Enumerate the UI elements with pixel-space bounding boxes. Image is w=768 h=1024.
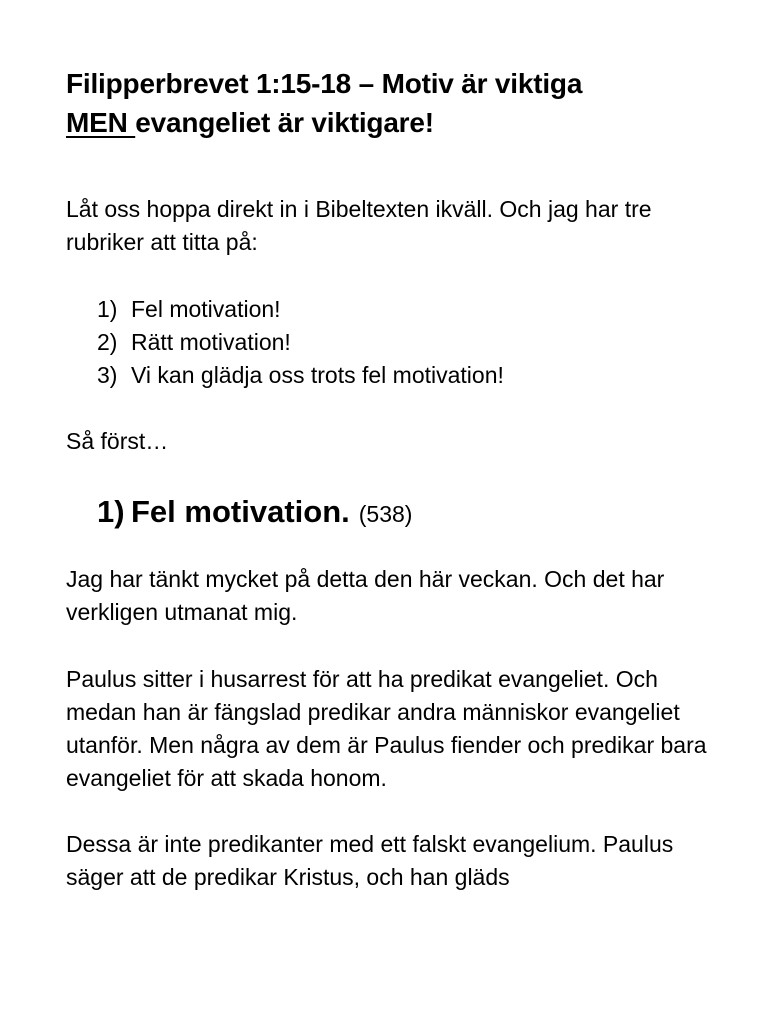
intro-paragraph: Låt oss hoppa direkt in i Bibeltexten ikväll. Och jag har tre rubriker att titta på: — [66, 196, 652, 255]
document-title — [66, 64, 716, 142]
list-item — [97, 326, 716, 359]
document-page — [66, 64, 716, 894]
section-heading — [66, 494, 716, 530]
title-line-2-rest: evangeliet är viktigare! — [135, 107, 434, 138]
body-paragraph: Jag har tänkt mycket på detta den här veckan. Och det har verkligen utmanat mig. — [66, 566, 665, 625]
list-item-number: 2) — [97, 329, 118, 355]
list-item-number: 3) — [97, 362, 118, 388]
section-heading-number: 1) — [97, 494, 125, 529]
rubriker-list — [66, 293, 716, 392]
section-heading-text: Fel motivation. — [131, 494, 350, 529]
transition-text: Så först… — [66, 428, 169, 454]
list-item — [97, 293, 716, 326]
body-paragraph: Dessa är inte predikanter med ett falskt evangelium. Paulus säger att de predikar Kristus, och han gläds — [66, 831, 674, 890]
list-item-text: Fel motivation! — [131, 296, 281, 322]
list-item — [97, 359, 716, 392]
section-heading-note: (538) — [358, 501, 413, 527]
title-underlined-word: MEN — [66, 107, 136, 138]
body-paragraph: Paulus sitter i husarrest för att ha predikat evangeliet. Och medan han är fängslad predikar andra människor evangeliet utanför. Men några av dem är Paulus fiender och predikar bara evangeliet för att skada honom. — [66, 666, 707, 791]
list-item-number: 1) — [97, 296, 118, 322]
title-line-1: Filipperbrevet 1:15-18 – Motiv är viktiga — [66, 68, 583, 99]
list-item-text: Rätt motivation! — [131, 329, 291, 355]
list-item-text: Vi kan glädja oss trots fel motivation! — [131, 362, 504, 388]
